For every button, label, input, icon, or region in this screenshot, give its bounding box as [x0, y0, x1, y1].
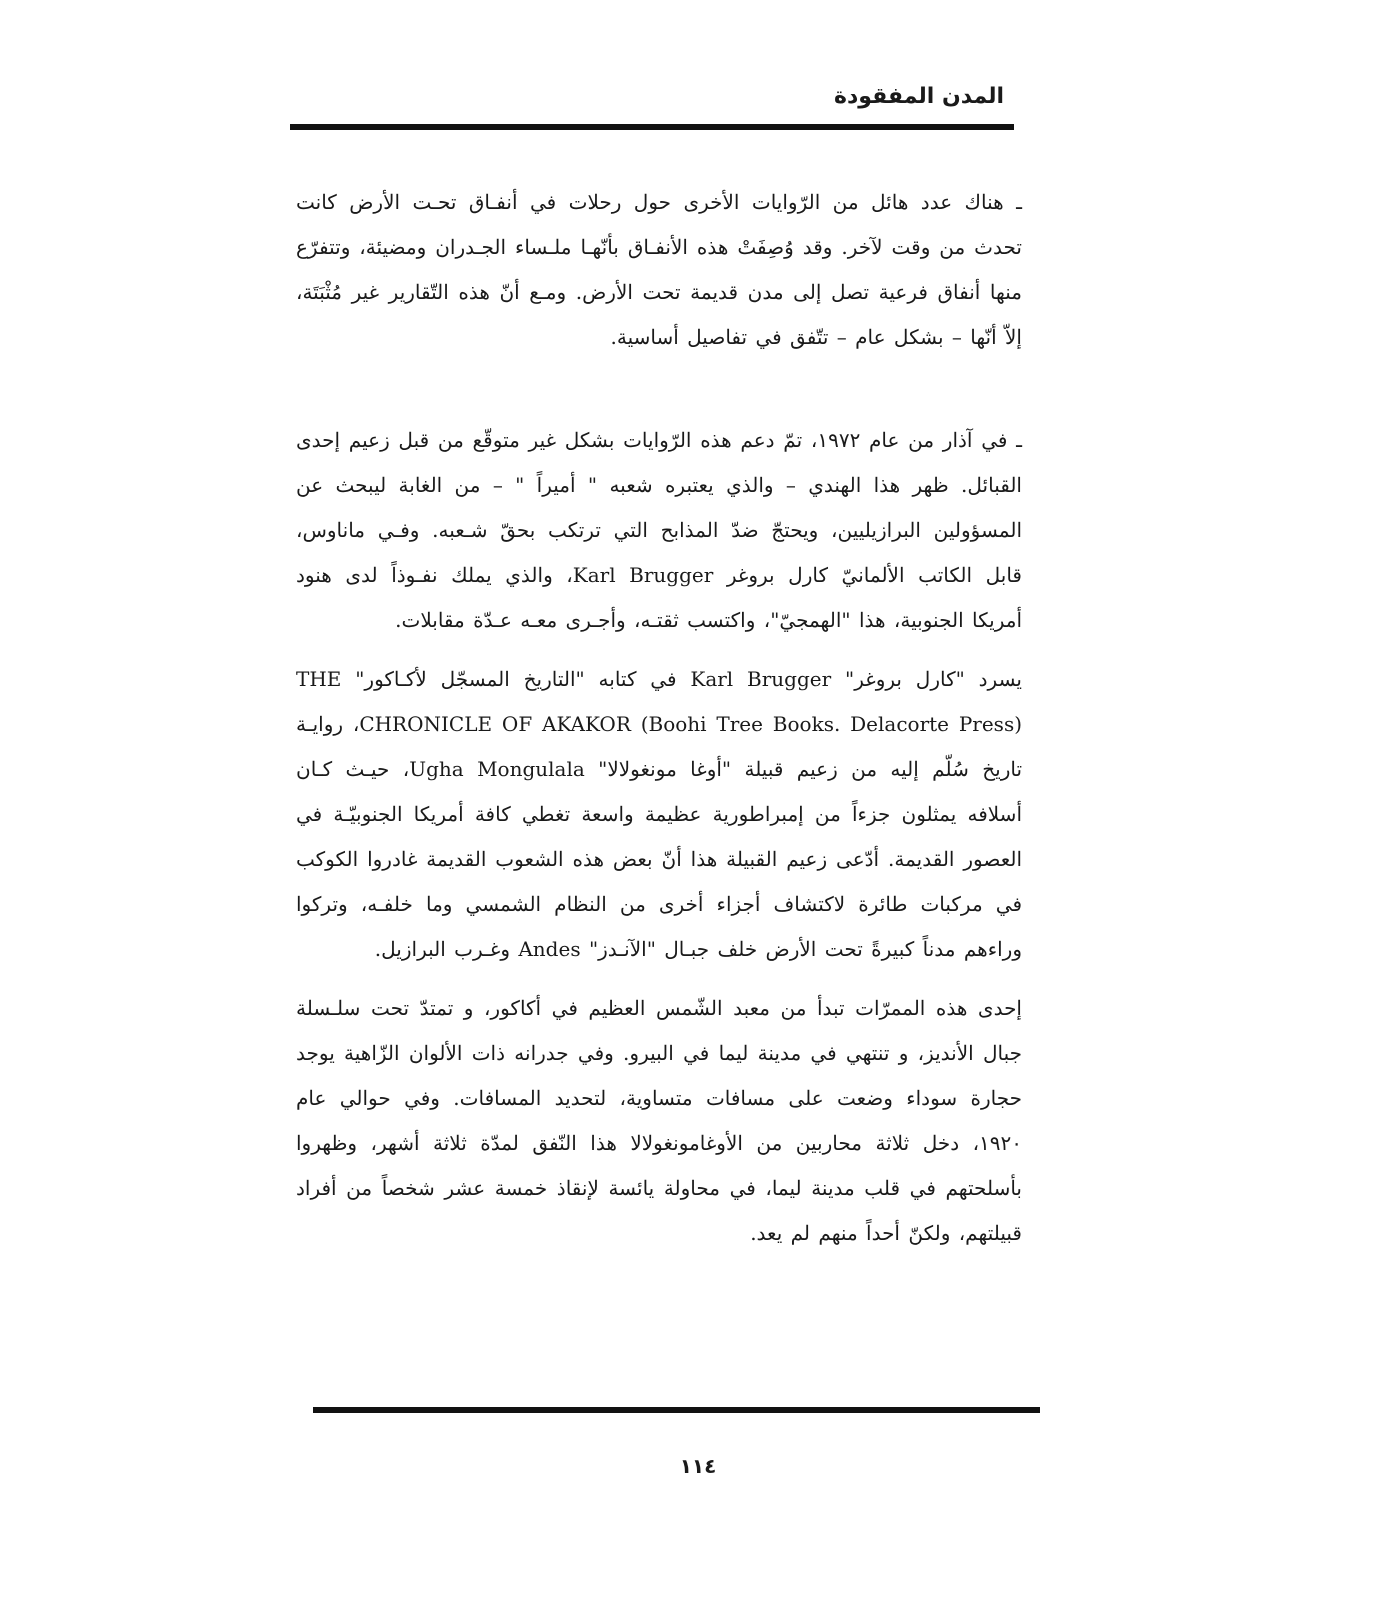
paragraph-tribal-chief: ـ في آذار من عام ١٩٧٢، تمّ دعم هذه الرّوايات بشكل غير متوقّع من قبل زعيم إحدى القبائل. ظهر هذا الهندي – والذي يعتبره شعبه " أميراً " – من الغابة ليبحث عن المسؤولين البرازيليين، ويحتجّ ضدّ المذابح التي ترتكب بحقّ شـعبه. وفـي ماناوس، قابل الكاتب الألمانيّ كارل بروغر Karl Brugger، والذي يملك نفـوذاً لدى هنود أمريكا الجنوبية، هذا "الهمجيّ"، واكتسب ثقتـه، وأجـرى معـه عـدّة مقابلات. [296, 428, 1022, 632]
footer-rule [313, 1407, 1040, 1413]
page-number: ١١٤ [679, 1454, 717, 1478]
header-rule [290, 124, 1014, 130]
paragraph-spacer [296, 643, 1022, 657]
body-text [296, 180, 1022, 1256]
paragraph-tunnel-reports: ـ هناك عدد هائل من الرّوايات الأخرى حول رحلات في أنفـاق تحـت الأرض كانت تحدث من وقت لآخر. وقد وُصِفَتْ هذه الأنفـاق بأنّهـا ملـساء الجـدران ومضيئة، وتتفرّع منها أنفاق فرعية تصل إلى مدن قديمة تحت الأرض. ومـع أنّ هذه التّقارير غير مُثْبَتَة، إلاّ أنّها – بشكل عام – تتّفق في تفاصيل أساسية. [296, 190, 1022, 349]
paragraph-spacer [296, 972, 1022, 986]
running-header-title: المدن المفقودة [834, 84, 1004, 109]
paragraph-spacer [296, 360, 1022, 418]
paragraph-chronicle-of-akakor: يسرد "كارل بروغر" Karl Brugger في كتابه "التاريخ المسجّل لأكـاكور" THE CHRONICLE OF AKAKOR (Boohi Tree Books. Delacorte Press)، روايـة تاريخ سُلّم إليه من زعيم قبيلة "أوغا مونغولالا" Ugha Mongulala، حيـث كـان أسلافه يمثلون جزءاً من إمبراطورية عظيمة واسعة تغطي كافة أمريكا الجنوبيّـة في العصور القديمة. أدّعى زعيم القبيلة هذا أنّ بعض هذه الشعوب القديمة غادروا الكوكب في مركبات طائرة لاكتشاف أجزاء أخرى من النظام الشمسي وما خلفـه، وتركوا وراءهم مدناً كبيرةً تحت الأرض خلف جبـال "الآنـدز" Andes وغـرب البرازيل. [296, 667, 1023, 961]
paragraph-sun-temple-passage: إحدى هذه الممرّات تبدأ من معبد الشّمس العظيم في أكاكور، و تمتدّ تحت سلـسلة جبال الأنديز، و تنتهي في مدينة ليما في البيرو. وفي جدرانه ذات الألوان الزّاهية يوجد حجارة سوداء وضعت على مسافات متساوية، لتحديد المسافات. وفي حوالي عام ١٩٢٠، دخل ثلاثة محاربين من الأوغامونغولالا هذا النّفق لمدّة ثلاثة أشهر، وظهروا بأسلحتهم في قلب مدينة ليما، في محاولة يائسة لإنقاذ خمسة عشر شخصاً من أفراد قبيلتهم، ولكنّ أحداً منهم لم يعد. [296, 996, 1022, 1245]
page-header [290, 80, 1014, 140]
